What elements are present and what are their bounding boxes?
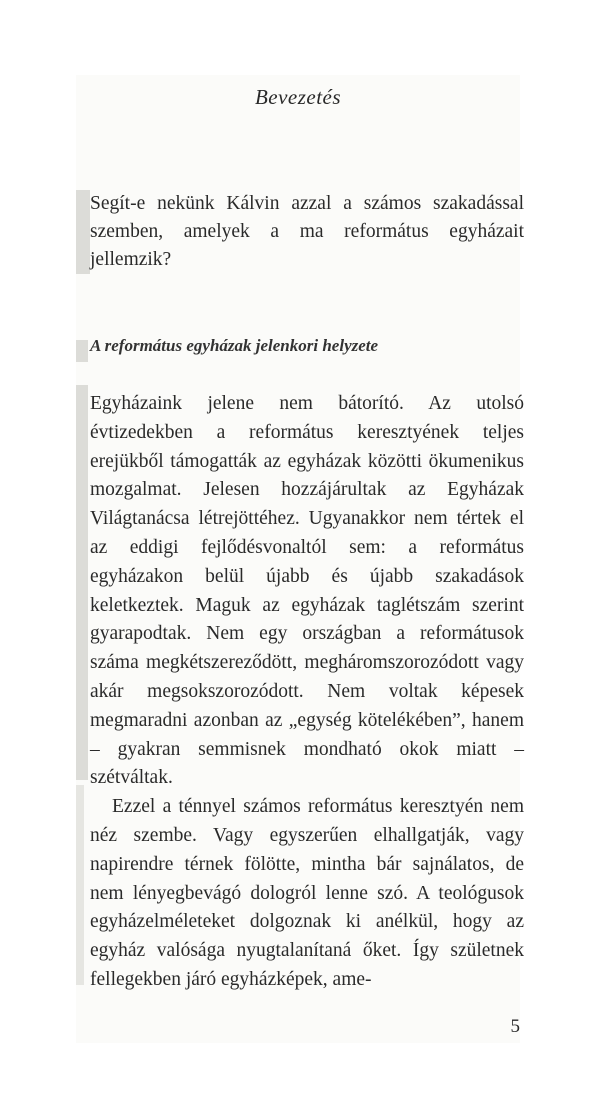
- intro-question: Segít-e nekünk Kálvin azzal a számos szakadással szemben, amelyek a ma református egyházait jellemzik?: [90, 193, 524, 270]
- paragraph: Ezzel a ténnyel számos református keresztyén nem néz szembe. Vagy egyszerűen elhallgatják, vagy napirendre térnek fölötte, mintha bár sajnálatos, de nem lényegbevágó dologról lenne szó. A teológusok egyházelméleteket dolgoznak ki anélkül, hogy az egyház valósága nyugtalanítaná őket. Így születnek fellegekben járó egyházképek, ame-: [90, 796, 524, 990]
- scan-shadow: [76, 340, 88, 362]
- section-body: [90, 390, 524, 995]
- scan-shadow: [76, 385, 88, 780]
- running-header: Bevezetés: [254, 85, 342, 109]
- paragraph: Egyházaink jelene nem bátorító. Az utolsó évtizedekben a református keresztyének teljes erejükből támogatták az egyházak közötti ökumenikus mozgalmat. Jelesen hozzájárultak az Egyházak Világtanácsa létrejöttéhez. Ugyanakkor nem tértek el az eddigi fejlődésvonaltól sem: a református egyházakon belül újabb és újabb szakadások keletkeztek. Maguk az egyházak taglétszám szerint gyarapodtak. Nem egy országban a reformátusok száma megkétszereződött, megháromszorozódott vagy akár megsokszorozódott. Nem voltak képesek megmaradni azonban az „egység kötelékében”, hanem – gyakran semmisnek mondható okok miatt – szétváltak.: [90, 393, 524, 789]
- page-number: 5: [510, 1016, 520, 1037]
- scan-shadow: [76, 190, 90, 274]
- scan-shadow: [76, 785, 84, 985]
- section-heading: A református egyházak jelenkori helyzete: [90, 336, 379, 355]
